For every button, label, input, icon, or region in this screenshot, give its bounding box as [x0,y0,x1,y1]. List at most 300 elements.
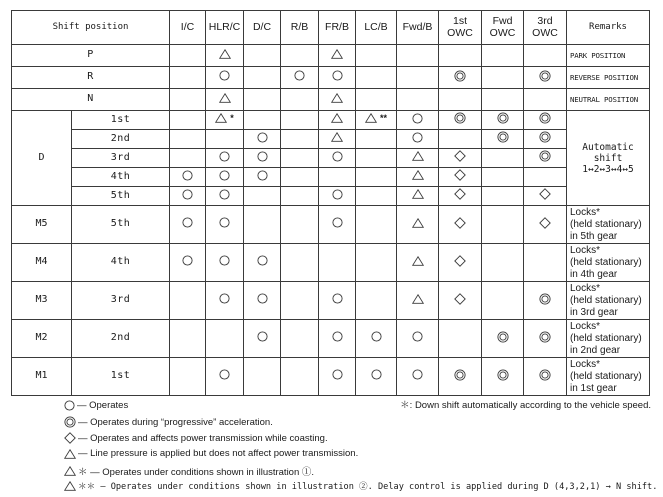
table-cell [482,168,524,187]
circle-icon [332,293,343,304]
remarks-line: Locks* [570,206,601,218]
table-cell [170,130,206,149]
header-rb: R/B [281,11,319,45]
remarks-line: 1↔2↔3↔4↔5 [582,163,634,175]
table-cell [206,320,244,358]
symbol-cell [257,293,268,304]
table-cell [482,67,524,89]
table-cell [524,111,567,130]
symbol-cell [219,49,231,59]
double-circle-icon [497,112,509,124]
shift-position-label: R [12,67,170,89]
table-cell [482,282,524,320]
table-cell [206,187,244,206]
table-cell [319,282,356,320]
table-cell [356,168,397,187]
table-cell [524,45,567,67]
table-cell [206,282,244,320]
table-cell [397,168,439,187]
symbol-cell [539,293,551,305]
symbol-cell [454,150,466,162]
triangle-icon [331,113,343,123]
triangle-icon [331,49,343,59]
table-cell [281,130,319,149]
symbol-cell [412,294,424,304]
table-cell [482,320,524,358]
table-cell [439,111,482,130]
circle-icon [219,293,230,304]
remarks-cell [567,282,650,320]
remarks-cell [567,358,650,396]
symbol-cell [331,93,343,103]
table-cell [439,244,482,282]
double-circle-icon [497,131,509,143]
circle-icon [219,217,230,228]
double-circle-icon [539,331,551,343]
clutch-brake-operation-table [11,10,650,396]
symbol-cell [412,151,424,161]
circle-icon [257,170,268,181]
table-cell [482,244,524,282]
shift-position-label: P [12,45,170,67]
table-cell [524,282,567,320]
double-circle-icon [539,150,551,162]
symbol-cell [454,188,466,200]
triangle-icon [412,256,424,266]
table-cell [356,320,397,358]
table-cell [482,206,524,244]
symbol-cell [539,369,551,381]
symbol-cell [539,150,551,162]
table-cell [397,187,439,206]
shift-group-label: D [12,111,72,206]
table-cell [482,358,524,396]
circle-icon [412,331,423,342]
remarks-line: (held stationary) [570,256,642,268]
remarks-line: Locks* [570,282,601,294]
remarks-cell: REVERSE POSITION [567,67,650,89]
symbol-cell [454,112,466,124]
symbol-cell [332,217,343,228]
symbol-cell [412,331,423,342]
circle-icon [219,369,230,380]
double-circle-icon [64,416,76,428]
remarks-cell: PARK POSITION [567,45,650,67]
footnote: ＊: Down shift automatically according to the vehicle speed. [400,400,651,411]
symbol-cell [219,217,230,228]
table-cell [244,244,281,282]
table-cell [206,67,244,89]
circle-icon [219,151,230,162]
circle-icon [412,132,423,143]
triangle-icon [412,294,424,304]
symbol-cell [219,255,230,266]
triangle-icon [215,113,227,123]
circle-icon [332,189,343,200]
legend-item [64,464,314,478]
symbol-cell [257,170,268,181]
table-cell [244,187,281,206]
gear-label: 2nd [72,320,170,358]
table-row [12,358,650,396]
table-cell [356,358,397,396]
table-row [12,149,650,168]
circle-icon [332,217,343,228]
symbol-cell [539,217,551,229]
table-cell [439,320,482,358]
remarks-line: (held stationary) [570,332,642,344]
table-cell [439,149,482,168]
remarks-cell [567,206,650,244]
remarks-line: Locks* [570,244,601,256]
table-row [12,168,650,187]
table-cell [281,358,319,396]
table-cell [244,168,281,187]
legend-text: — Operates [77,400,129,411]
triangle-icon [331,93,343,103]
table-cell [170,320,206,358]
table-row [12,67,650,89]
table-cell [439,130,482,149]
table-cell [244,206,281,244]
remarks-cell: NEUTRAL POSITION [567,89,650,111]
table-cell [281,168,319,187]
table-cell [319,149,356,168]
symbol-cell [215,113,234,123]
table-cell [170,358,206,396]
table-cell [319,244,356,282]
table-cell [482,130,524,149]
table-cell [397,111,439,130]
table-cell [244,89,281,111]
triangle-icon [412,189,424,199]
table-row [12,206,650,244]
table-cell [206,149,244,168]
table-cell [319,187,356,206]
symbol-cell [219,93,231,103]
table-row [12,282,650,320]
triangle-icon [365,113,377,123]
diamond-icon [454,169,466,181]
double-circle-icon [497,331,509,343]
circle-icon [219,70,230,81]
symbol-cell [497,369,509,381]
table-cell [244,149,281,168]
remarks-line: shift [593,152,623,164]
circle-icon [182,189,193,200]
table-cell [356,282,397,320]
symbol-cell [219,70,230,81]
table-cell [206,206,244,244]
table-cell [524,149,567,168]
table-cell [356,89,397,111]
symbol-cell [539,188,551,200]
table-cell [244,45,281,67]
shift-group-label: M1 [12,358,72,396]
table-row [12,45,650,67]
legend-text: ＊ — Operates under conditions shown in illustration ①. [78,467,315,478]
table-cell [356,149,397,168]
legend-item [64,448,358,459]
symbol-cell [454,217,466,229]
legend-text: ＊＊ — Operates under conditions shown in illustration ②. Delay control is applied during D (4,3,2,1) → N shift. [78,482,658,492]
table-cell [397,130,439,149]
table-row [12,130,650,149]
symbol-cell [331,132,343,142]
symbol-cell [539,70,551,82]
remarks-line: (held stationary) [570,294,642,306]
circle-icon [412,369,423,380]
circle-icon [64,400,75,411]
symbol-cell [454,70,466,82]
symbol-cell [454,293,466,305]
circle-icon [219,189,230,200]
remarks-line: Locks* [570,358,601,370]
header-ic: I/C [170,11,206,45]
symbol-cell [412,132,423,143]
circle-icon [371,369,382,380]
triangle-icon [412,151,424,161]
symbol-cell [412,189,424,199]
remarks-cell [567,244,650,282]
symbol-cell [412,256,424,266]
symbol-cell [331,113,343,123]
symbol-cell [219,189,230,200]
table-cell [319,130,356,149]
table-cell [281,111,319,130]
table-cell [439,67,482,89]
table-cell [281,149,319,168]
table-cell [319,168,356,187]
table-cell [524,89,567,111]
table-cell [170,111,206,130]
double-circle-icon [539,112,551,124]
triangle-icon [219,49,231,59]
table-cell [439,187,482,206]
shift-group-label: M2 [12,320,72,358]
double-circle-icon [539,293,551,305]
table-cell [206,111,244,130]
double-circle-icon [539,131,551,143]
double-circle-icon [454,369,466,381]
gear-label: 2nd [72,130,170,149]
header-fwdb: Fwd/B [397,11,439,45]
symbol-cell [412,218,424,228]
note-marker: * [230,112,234,123]
circle-icon [257,255,268,266]
diamond-icon [539,188,551,200]
diamond-icon [454,255,466,267]
circle-icon [332,151,343,162]
diamond-icon [454,150,466,162]
circle-icon [182,170,193,181]
double-circle-icon [454,112,466,124]
symbol-cell [294,70,305,81]
table-cell [397,320,439,358]
table-cell [356,187,397,206]
table-cell [397,149,439,168]
header-remarks: Remarks [567,11,650,45]
circle-icon [332,331,343,342]
table-cell [206,358,244,396]
table-cell [170,89,206,111]
triangle-icon [219,93,231,103]
circle-icon [257,293,268,304]
table-cell [319,45,356,67]
table-cell [524,67,567,89]
triangle-icon [64,449,76,459]
table-cell [206,244,244,282]
table-cell [281,320,319,358]
circle-icon [182,217,193,228]
table-cell [397,206,439,244]
table-cell [281,244,319,282]
table-cell [524,130,567,149]
triangle-icon [412,218,424,228]
legend-item [64,432,328,444]
table-cell [319,89,356,111]
symbol-cell [539,131,551,143]
symbol-cell [412,170,424,180]
table-cell [170,244,206,282]
table-cell [170,149,206,168]
gear-label: 4th [72,244,170,282]
table-cell [356,45,397,67]
table-cell [524,358,567,396]
table-cell [281,45,319,67]
header-dc: D/C [244,11,281,45]
table-cell [356,244,397,282]
table-cell [170,168,206,187]
gear-label: 5th [72,206,170,244]
table-cell [170,206,206,244]
circle-icon [257,151,268,162]
table-cell [524,320,567,358]
table-cell [524,206,567,244]
symbol-cell [332,293,343,304]
table-cell [281,206,319,244]
table-row [12,187,650,206]
header-hlrc: HLR/C [206,11,244,45]
table-cell [244,358,281,396]
symbol-cell [332,189,343,200]
symbol-cell [182,255,193,266]
table-cell [244,282,281,320]
table-cell [356,206,397,244]
symbol-cell [182,170,193,181]
gear-label: 3rd [72,149,170,168]
gear-label: 1st [72,358,170,396]
symbol-cell [182,217,193,228]
triangle-icon [412,170,424,180]
circle-icon [371,331,382,342]
gear-label: 5th [72,187,170,206]
table-row [12,244,650,282]
diamond-icon [64,432,76,444]
diamond-icon [539,217,551,229]
remarks-line: in 1st gear [570,382,617,394]
symbol-cell [257,255,268,266]
note-marker: ** [379,112,387,123]
table-cell [244,130,281,149]
header-lcb: LC/B [356,11,397,45]
table-cell [319,206,356,244]
double-circle-icon [539,369,551,381]
table-cell [397,89,439,111]
table-cell [319,111,356,130]
symbol-cell [332,369,343,380]
remarks-line: in 5th gear [570,230,618,242]
table-cell [397,45,439,67]
table-cell [206,89,244,111]
circle-icon [257,132,268,143]
table-cell [482,45,524,67]
table-cell [524,244,567,282]
table-cell [244,111,281,130]
table-cell [397,358,439,396]
symbol-cell [257,151,268,162]
triangle-icon [64,481,76,491]
symbol-cell [219,151,230,162]
table-cell [206,168,244,187]
table-cell [281,187,319,206]
symbol-cell [331,49,343,59]
remarks-cell [567,111,650,206]
table-cell [439,168,482,187]
circle-icon [332,70,343,81]
table-cell [482,149,524,168]
diamond-icon [454,217,466,229]
remarks-line: in 4th gear [570,268,618,280]
table-cell [281,89,319,111]
symbol-cell [182,189,193,200]
table-cell [439,45,482,67]
remarks-line: (held stationary) [570,370,642,382]
header-row [12,11,650,45]
triangle-icon [331,132,343,142]
symbol-cell [257,331,268,342]
symbol-cell [412,113,423,124]
legend-item [64,400,128,411]
table-cell [170,45,206,67]
diamond-icon [454,293,466,305]
symbol-cell [371,369,382,380]
gear-label: 1st [72,111,170,130]
table-cell [170,187,206,206]
table-cell [397,244,439,282]
symbol-cell [454,369,466,381]
remarks-cell [567,320,650,358]
table-cell [319,358,356,396]
table-row [12,89,650,111]
table-cell [439,358,482,396]
table-cell [524,187,567,206]
circle-icon [294,70,305,81]
table-cell [439,282,482,320]
table-row [12,111,650,130]
table-cell [439,206,482,244]
table-cell [482,187,524,206]
circle-icon [412,113,423,124]
symbol-cell [219,293,230,304]
symbol-cell [365,113,387,123]
table-cell [206,130,244,149]
shift-table-wrapper [11,10,650,396]
table-cell [356,130,397,149]
shift-position-label: N [12,89,170,111]
shift-group-label: M5 [12,206,72,244]
symbol-cell [219,170,230,181]
